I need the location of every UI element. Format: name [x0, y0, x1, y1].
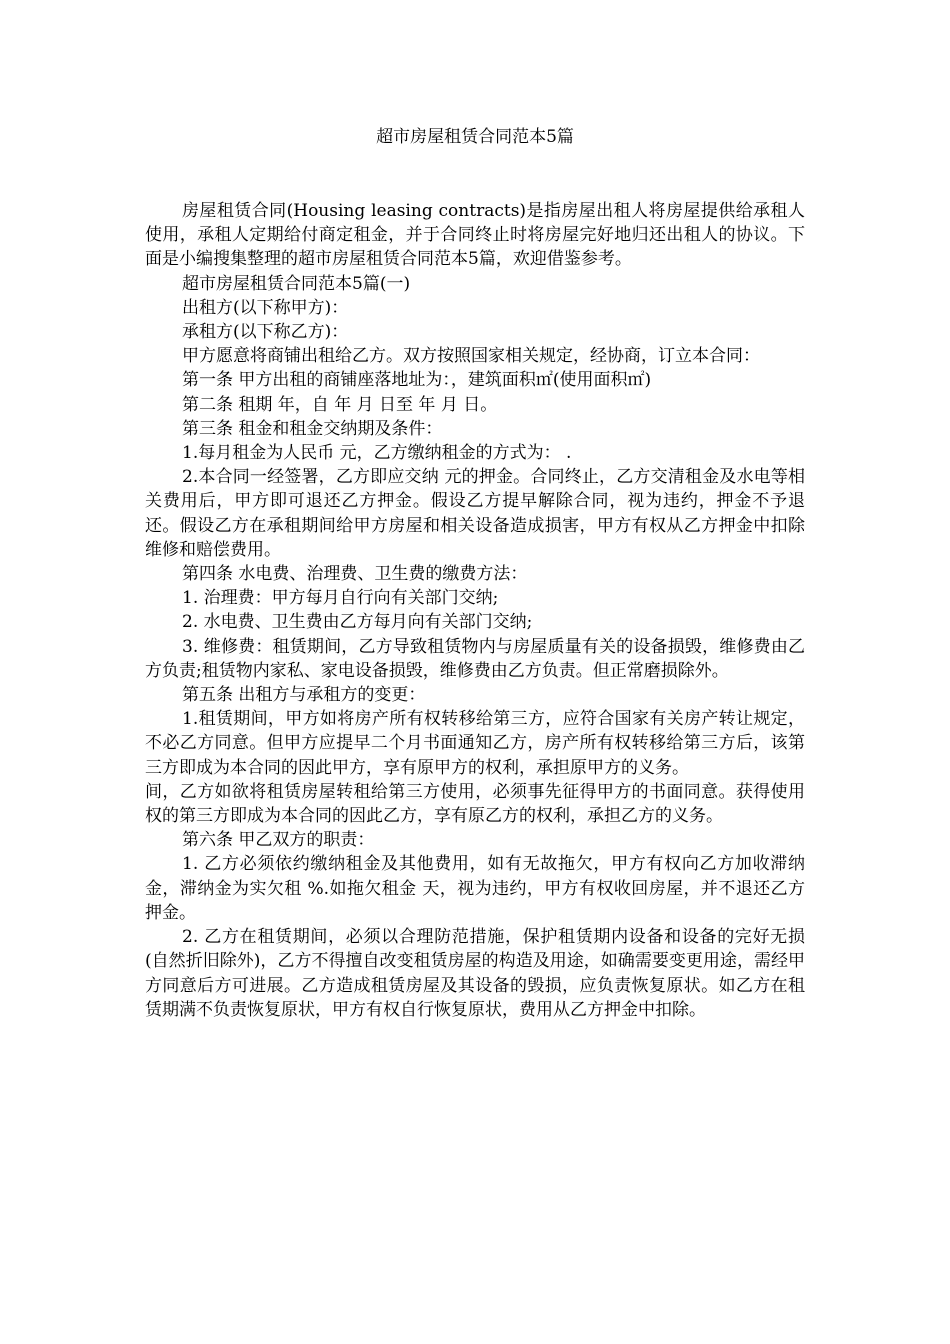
document-body [145, 199, 805, 1022]
document-title: 超市房屋租赁合同范本5篇 [376, 127, 574, 147]
paragraph: 第五条 出租方与承租方的变更： [182, 685, 426, 706]
paragraph: 2. 乙方在租赁期间，必须以合理防范措施，保护租赁期内设备和设备的完好无损(自然折旧除外)，乙方不得擅自改变租赁房屋的构造及用途，如确需要变更用途，需经甲方同意后方可进展。乙方造成租赁房屋及其设备的毁损，应负责恢复原状。如乙方在租赁期满不负责恢复原状，甲方有权自行恢复原状，费用从乙方押金中扣除。 [145, 927, 805, 1020]
paragraph: 甲方愿意将商铺出租给乙方。双方按照国家相关规定，经协商，订立本合同： [182, 346, 760, 367]
paragraph: 出租方(以下称甲方)： [182, 297, 349, 318]
paragraph: 2. 水电费、卫生费由乙方每月向有关部门交纳; [182, 612, 533, 633]
paragraph: 间，乙方如欲将租赁房屋转租给第三方使用，必须事先征得甲方的书面同意。获得使用权的第三方即成为本合同的因此乙方，享有原乙方的权利，承担乙方的义务。 [145, 781, 805, 827]
paragraph: 第一条 甲方出租的商铺座落地址为：，建筑面积㎡(使用面积㎡) [182, 370, 652, 391]
paragraph: 1. 治理费：甲方每月自行向有关部门交纳; [182, 588, 499, 609]
paragraph: 第六条 甲乙双方的职责： [182, 830, 375, 851]
paragraph: 1.每月租金为人民币 元，乙方缴纳租金的方式为： . [182, 443, 572, 464]
paragraph: 第三条 租金和租金交纳期及条件： [182, 418, 443, 439]
paragraph: 超市房屋租赁合同范本5篇(一) [182, 273, 411, 294]
paragraph: 第二条 租期 年，自 年 月 日至 年 月 日。 [182, 394, 498, 415]
paragraph: 1. 乙方必须依约缴纳租金及其他费用，如有无故拖欠，甲方有权向乙方加收滞纳金，滞纳金为实欠租 %.如拖欠租金 天，视为违约，甲方有权收回房屋，并不退还乙方押金。 [145, 854, 805, 923]
paragraph: 3. 维修费：租赁期间，乙方导致租赁物内与房屋质量有关的设备损毁，维修费由乙方负责;租赁物内家私、家电设备损毁，维修费由乙方负责。但正常磨损除外。 [145, 636, 805, 681]
paragraph: 2.本合同一经签署，乙方即应交纳 元的押金。合同终止，乙方交清租金及水电等相关费用后，甲方即可退还乙方押金。假设乙方提早解除合同，视为违约，押金不予退还。假设乙方在承租期间给甲方房屋和相关设备造成损害，甲方有权从乙方押金中扣除维修和赔偿费用。 [145, 467, 805, 560]
paragraph: 承租方(以下称乙方)： [182, 322, 349, 343]
paragraph: 1.租赁期间，甲方如将房产所有权转移给第三方，应符合国家有关房产转让规定，不必乙方同意。但甲方应提早二个月书面通知乙方，房产所有权转移给第三方后，该第三方即成为本合同的因此甲方，享有原甲方的权利，承担原甲方的义务。 [145, 709, 805, 778]
paragraph: 第四条 水电费、治理费、卫生费的缴费方法： [182, 564, 528, 585]
paragraph: 房屋租赁合同(Housing leasing contracts)是指房屋出租人将房屋提供给承租人使用，承租人定期给付商定租金，并于合同终止时将房屋完好地归还出租人的协议。下面是小编搜集整理的超市房屋租赁合同范本5篇，欢迎借鉴参考。 [145, 201, 805, 270]
